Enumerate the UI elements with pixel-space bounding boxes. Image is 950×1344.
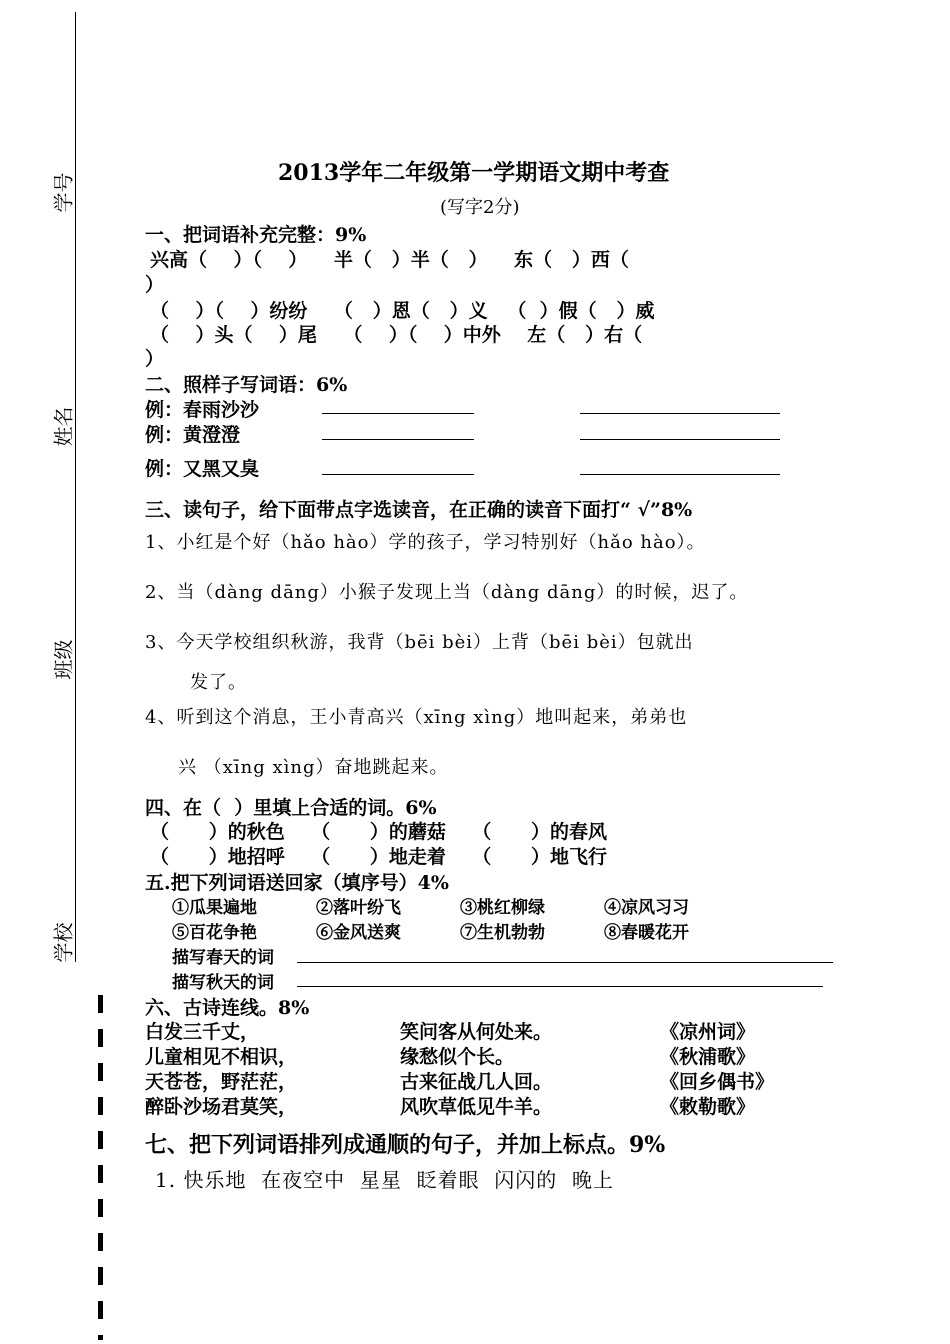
s2-blank-1b[interactable]	[580, 413, 780, 414]
s2-blank-2b[interactable]	[580, 439, 780, 440]
s2-blank-1a[interactable]	[322, 413, 474, 414]
s3-heading: 三、读句子，给下面带点字选读音，在正确的读音下面打“ √”8%	[145, 499, 693, 521]
s7-heading: 七、把下列词语排列成通顺的句子，并加上标点。9%	[145, 1132, 666, 1158]
s2-heading: 二、照样子写词语：6%	[145, 374, 348, 396]
s1-line3-end: ）	[145, 348, 165, 370]
cut-line	[98, 995, 103, 1340]
s3-question-3: 3、今天学校组织秋游，我背（bēi bèi）上背（bēi bèi）包就出	[145, 632, 694, 653]
s1-line2: （ ）（ ）纷纷 （ ）恩（ ）义 （ ）假（ ）威	[150, 300, 655, 322]
s1-line3: （ ）头（ ）尾 （ ）（ ）中外 左（ ）右（	[150, 324, 643, 346]
student-no-label: 学号	[51, 172, 76, 213]
s2-blank-3a[interactable]	[322, 474, 474, 475]
s3-question-4-cont: 兴 （xīng xìng）奋地跳起来。	[178, 757, 449, 778]
s5-word-4: ④凉风习习	[604, 898, 689, 918]
s6-col3-4: 《敕勒歌》	[660, 1096, 756, 1118]
s2-blank-2a[interactable]	[322, 439, 474, 440]
s6-col1-4: 醉卧沙场君莫笑，	[145, 1096, 298, 1118]
s2-example-1: 例：春雨沙沙	[145, 399, 260, 421]
s5-word-8: ⑧春暖花开	[604, 923, 689, 943]
school-label: 学校	[51, 922, 76, 963]
class-label: 班级	[51, 639, 76, 680]
s5-word-5: ⑤百花争艳	[172, 923, 257, 943]
s6-col2-4: 风吹草低见牛羊。	[400, 1096, 553, 1118]
s5-word-6: ⑥金风送爽	[316, 923, 401, 943]
margin-vertical-line	[75, 12, 76, 962]
s5-spring-label: 描写春天的词	[172, 948, 274, 968]
s2-example-2: 例：黄澄澄	[145, 424, 241, 446]
s3-question-2: 2、当（dàng dāng）小猴子发现上当（dàng dāng）的时候，迟了。	[145, 582, 749, 603]
s5-autumn-label: 描写秋天的词	[172, 973, 274, 993]
s4-heading: 四、在（ ）里填上合适的词。6%	[145, 797, 437, 819]
s6-heading: 六、古诗连线。8%	[145, 997, 310, 1019]
s6-col3-3: 《回乡偶书》	[660, 1071, 775, 1093]
s5-word-2: ②落叶纷飞	[316, 898, 401, 918]
s7-question-1: 1. 快乐地 在夜空中 星星 眨着眼 闪闪的 晚上	[155, 1168, 615, 1192]
s4-row-1: （ ）的秋色 （ ）的蘑菇 （ ）的春风	[150, 821, 607, 843]
s6-col3-1: 《凉州词》	[660, 1021, 756, 1043]
s3-question-1: 1、小红是个好（hǎo hào）学的孩子，学习特别好（hǎo hào）。	[145, 532, 706, 553]
s6-col2-1: 笑问客从何处来。	[400, 1021, 553, 1043]
s6-col3-2: 《秋浦歌》	[660, 1046, 756, 1068]
s3-question-3-cont: 发了。	[190, 672, 247, 693]
s2-blank-3b[interactable]	[580, 474, 780, 475]
name-label: 姓名	[51, 406, 76, 447]
s1-line1: 兴高（ ）（ ） 半（ ）半（ ） 东（ ）西（	[150, 249, 629, 271]
s3-question-4: 4、听到这个消息，王小青高兴（xīng xìng）地叫起来，弟弟也	[145, 707, 688, 728]
page-title: 2013学年二年级第一学期语文期中考查	[278, 160, 670, 186]
s4-row-2: （ ）地招呼 （ ）地走着 （ ）地飞行	[150, 846, 607, 868]
s5-word-7: ⑦生机勃勃	[460, 923, 545, 943]
s6-col2-3: 古来征战几人回。	[400, 1071, 553, 1093]
s1-line1-end: ）	[145, 274, 165, 296]
s6-col1-3: 天苍苍，野茫茫，	[145, 1071, 298, 1093]
s6-col1-1: 白发三千丈，	[145, 1021, 260, 1043]
s5-word-3: ③桃红柳绿	[460, 898, 545, 918]
s5-word-1: ①瓜果遍地	[172, 898, 257, 918]
s1-heading: 一、把词语补充完整：9%	[145, 224, 367, 246]
s5-autumn-blank[interactable]	[297, 986, 823, 987]
s5-spring-blank[interactable]	[297, 962, 833, 963]
page-subtitle: (写字2分)	[440, 197, 520, 218]
s6-col2-2: 缘愁似个长。	[400, 1046, 515, 1068]
s5-heading: 五.把下列词语送回家（填序号）4%	[145, 872, 449, 894]
s2-example-3: 例：又黑又臭	[145, 458, 260, 480]
s6-col1-2: 儿童相见不相识，	[145, 1046, 298, 1068]
